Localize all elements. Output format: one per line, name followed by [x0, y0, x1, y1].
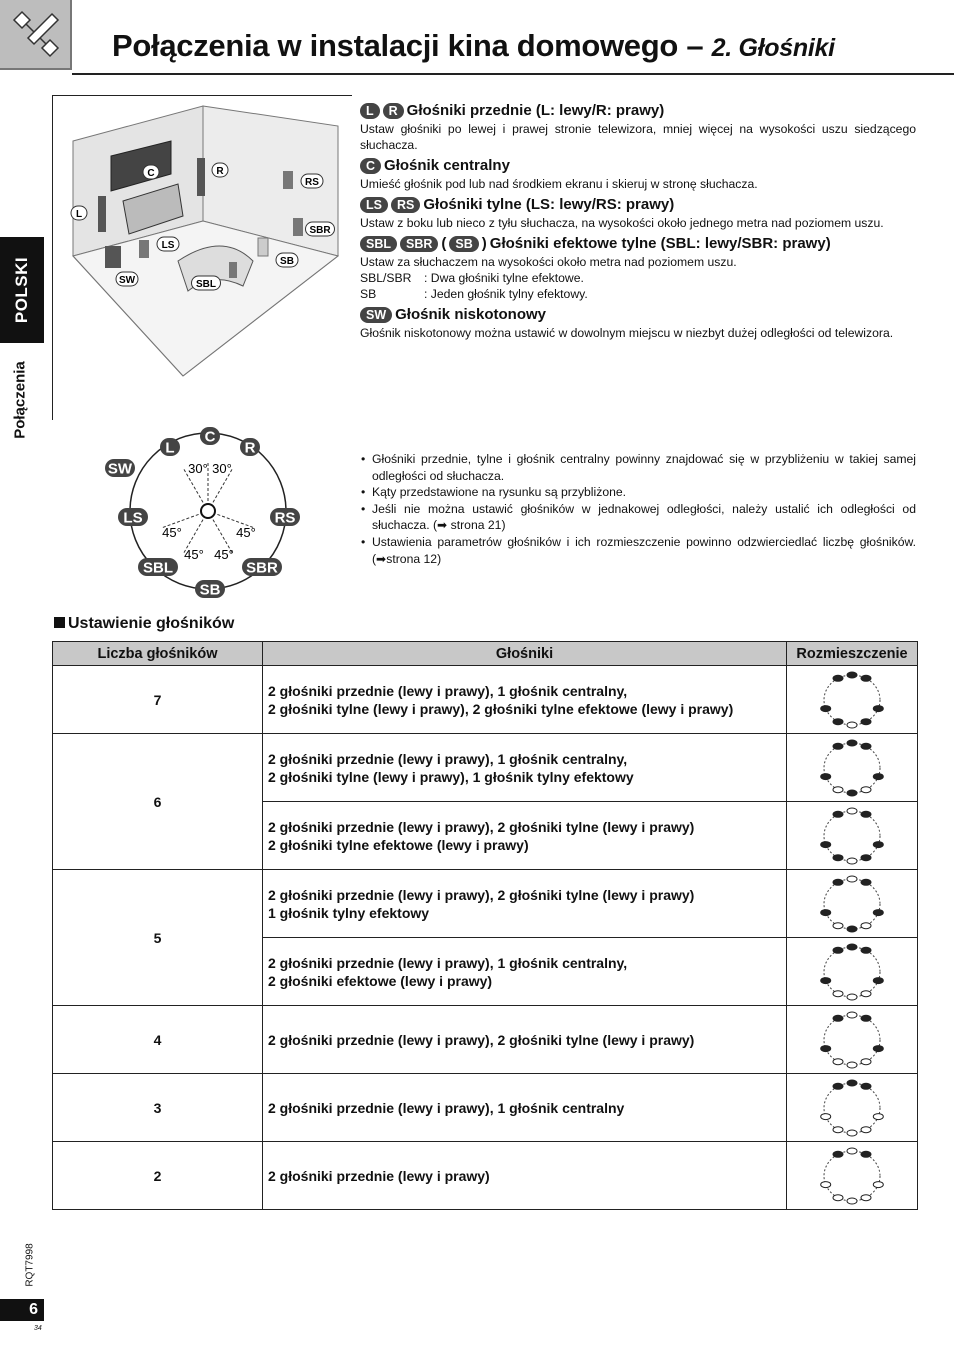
- speaker-badge: L: [360, 103, 380, 119]
- model-number: RQT7998: [24, 1243, 36, 1287]
- room-label: SBL: [196, 279, 216, 290]
- arrangement-diagram: [819, 941, 885, 1003]
- desc-section: [360, 101, 916, 153]
- speaker-dot: [861, 1194, 871, 1200]
- arrangement-diagram: [819, 669, 885, 731]
- speaker-dot: [861, 947, 871, 953]
- desc-section: [360, 234, 916, 302]
- room-label: C: [147, 168, 155, 179]
- speaker-dot: [833, 879, 843, 885]
- speaker-dot: [833, 718, 843, 724]
- speaker-dot: [833, 743, 843, 749]
- speaker-dot: [861, 990, 871, 996]
- speaker-dot: [861, 718, 871, 724]
- table-row: [53, 666, 918, 734]
- speaker-dot: [821, 773, 831, 779]
- speaker-count: 7: [53, 666, 263, 734]
- speaker-dot: [847, 672, 857, 678]
- listener-icon: [201, 504, 215, 518]
- note-item: • Głośniki przednie, tylne i głośnik centralny powinny znajdować się w przybliżeniu w takiej samej odległości od słuchacza.: [360, 451, 916, 484]
- speaker-dot: [861, 786, 871, 792]
- speaker-dot: [873, 705, 883, 711]
- speaker-description: 2 głośniki przednie (lewy i prawy), 1 głośnik centralny: [263, 1074, 787, 1142]
- speaker-dot: [847, 1148, 857, 1154]
- page-title: Połączenia w instalacji kina domowego – 2. Głośniki: [112, 28, 835, 63]
- speaker-dot: [833, 947, 843, 953]
- speaker-dot: [833, 1015, 843, 1021]
- tools-icon: [0, 0, 72, 70]
- speaker-dot: [847, 722, 857, 728]
- speaker-description: 2 głośniki przednie (lewy i prawy), 1 głośnik centralny, 2 głośniki tylne (lewy i prawy), 1 głośnik tylny efektowy: [263, 734, 787, 802]
- table-row: [53, 870, 918, 938]
- speaker-count: 2: [53, 1142, 263, 1210]
- title-divider: [72, 73, 954, 75]
- page-subtitle: 2. Głośniki: [711, 34, 835, 62]
- speaker-dot: [833, 1126, 843, 1132]
- desc-section: [360, 305, 916, 341]
- speaker-dot: [873, 773, 883, 779]
- speaker-dot: [833, 811, 843, 817]
- arrangement-cell: [787, 1074, 918, 1142]
- speaker-dot: [861, 675, 871, 681]
- desc-text: Umieść głośnik pod lub nad środkiem ekranu i skieruj w stronę słuchacza.: [360, 177, 758, 191]
- speaker-badge: SBR: [400, 236, 438, 252]
- speaker-dot: [833, 1194, 843, 1200]
- angle-label: SB: [199, 581, 221, 599]
- angle-value: 30°: [188, 461, 208, 476]
- notes-list: [360, 451, 916, 567]
- room-label: RS: [305, 177, 319, 188]
- speaker-dot: [821, 705, 831, 711]
- room-illustration: [52, 95, 352, 420]
- arrangement-diagram: [819, 873, 885, 935]
- speaker-dot: [861, 1058, 871, 1064]
- speaker-dot: [861, 922, 871, 928]
- col-speakers: Głośniki: [263, 642, 787, 666]
- arrangement-diagram: [819, 1145, 885, 1207]
- angle-label: R: [244, 439, 256, 457]
- speaker-dot: [847, 740, 857, 746]
- desc-section: [360, 195, 916, 231]
- speaker-description: 2 głośniki przednie (lewy i prawy), 2 głośniki tylne (lewy i prawy) 1 głośnik tylny efektowy: [263, 870, 787, 938]
- angle-label: C: [204, 428, 216, 446]
- angle-value: 45°: [184, 547, 204, 562]
- speaker-count: 6: [53, 734, 263, 870]
- speaker-description: 2 głośniki przednie (lewy i prawy), 2 głośniki tylne (lewy i prawy) 2 głośniki tylne efektowe (lewy i prawy): [263, 802, 787, 870]
- arrangement-cell: [787, 1006, 918, 1074]
- desc-heading: SBL SBR ( SB ) Głośniki efektowe tylne (SBL: lewy/SBR: prawy): [360, 234, 916, 254]
- speaker-dot: [847, 1012, 857, 1018]
- speaker-badge: R: [383, 103, 404, 119]
- speaker-dot: [833, 786, 843, 792]
- speaker-description: 2 głośniki przednie (lewy i prawy): [263, 1142, 787, 1210]
- speaker-dot: [821, 1181, 831, 1187]
- definition-row: SBL/SBR : Dwa głośniki tylne efektowe.: [360, 271, 584, 285]
- speaker-dot: [833, 990, 843, 996]
- speaker-badge: C: [360, 158, 381, 174]
- angle-label: RS: [274, 509, 296, 527]
- speaker-dot: [861, 1015, 871, 1021]
- speaker-dot: [833, 922, 843, 928]
- angle-value: 45°: [162, 525, 182, 540]
- sheet-number: 34: [34, 1325, 42, 1332]
- desc-heading: C Głośnik centralny: [360, 156, 916, 176]
- angle-label: SBR: [246, 559, 278, 577]
- speaker-dot: [833, 1083, 843, 1089]
- arrangement-diagram: [819, 1009, 885, 1071]
- speaker-dot: [821, 1045, 831, 1051]
- speaker-dot: [861, 1126, 871, 1132]
- speaker-dot: [821, 1113, 831, 1119]
- arrangement-diagram: [819, 1077, 885, 1139]
- speaker-dot: [847, 1080, 857, 1086]
- page-number: 6: [0, 1299, 44, 1321]
- speaker-descriptions: [360, 101, 916, 344]
- arrangement-cell: [787, 1142, 918, 1210]
- speaker-dot: [833, 854, 843, 860]
- speaker-dot: [833, 1058, 843, 1064]
- speaker-count: 5: [53, 870, 263, 1006]
- room-label: SB: [280, 256, 294, 267]
- table-row: [53, 1142, 918, 1210]
- speaker-dot: [847, 1062, 857, 1068]
- speaker-dot: [861, 1151, 871, 1157]
- speaker-badge: SW: [360, 307, 392, 323]
- angle-value: 30°: [212, 461, 232, 476]
- table-row: [53, 1074, 918, 1142]
- speaker-dot: [847, 994, 857, 1000]
- section-side-label: Połączenia: [11, 361, 29, 439]
- table-row: [53, 734, 918, 802]
- angle-label: SW: [107, 460, 133, 478]
- room-label: SW: [118, 275, 136, 286]
- speaker-angle-diagram: [100, 425, 315, 600]
- speaker-dot: [873, 977, 883, 983]
- speaker-badge: RS: [391, 197, 420, 213]
- arrangement-cell: [787, 666, 918, 734]
- speaker-dot: [847, 808, 857, 814]
- desc-heading: SW Głośnik niskotonowy: [360, 305, 916, 325]
- desc-section: [360, 156, 916, 192]
- note-item: • Jeśli nie można ustawić głośników w jednakowej odległości, należy ustalić ich odległości od słuchacza. (➡ strona 21): [360, 501, 916, 534]
- speaker-dot: [873, 841, 883, 847]
- speaker-dot: [873, 1045, 883, 1051]
- arrangement-cell: [787, 870, 918, 938]
- speaker-dot: [833, 675, 843, 681]
- desc-heading: L R Głośniki przednie (L: lewy/R: prawy): [360, 101, 916, 121]
- speaker-dot: [821, 841, 831, 847]
- definition-row: SB : Jeden głośnik tylny efektowy.: [360, 287, 588, 301]
- desc-text: Ustaw za słuchaczem na wysokości około metra nad poziomem uszu.: [360, 255, 737, 269]
- speaker-dot: [873, 909, 883, 915]
- speaker-dot: [847, 944, 857, 950]
- speaker-count: 4: [53, 1006, 263, 1074]
- speaker-description: 2 głośniki przednie (lewy i prawy), 1 głośnik centralny, 2 głośniki tylne (lewy i prawy), 2 głośniki tylne efektowe (lewy i prawy): [263, 666, 787, 734]
- speaker-badge: SBL: [360, 236, 397, 252]
- table-row: [53, 1006, 918, 1074]
- room-label: L: [75, 209, 83, 220]
- col-count: Liczba głośników: [53, 642, 263, 666]
- speaker-badge: LS: [360, 197, 388, 213]
- speaker-dot: [847, 858, 857, 864]
- arrangement-cell: [787, 734, 918, 802]
- angle-value: 45°: [214, 547, 234, 562]
- speaker-dot: [873, 1181, 883, 1187]
- angle-label: L: [165, 439, 175, 457]
- speaker-dot: [861, 1083, 871, 1089]
- speaker-dot: [847, 1198, 857, 1204]
- speaker-dot: [873, 1113, 883, 1119]
- room-label: LS: [161, 240, 175, 251]
- desc-heading: LS RS Głośniki tylne (LS: lewy/RS: prawy): [360, 195, 916, 215]
- angle-label: SBL: [143, 559, 173, 577]
- speaker-dot: [847, 926, 857, 932]
- speaker-dot: [821, 909, 831, 915]
- note-item: • Ustawienia parametrów głośników i ich rozmieszczenie powinno odzwierciedlać liczbę głośników. (➡strona 12): [360, 534, 916, 567]
- speaker-count: 3: [53, 1074, 263, 1142]
- speaker-badge: SB: [449, 236, 478, 252]
- arrangement-cell: [787, 938, 918, 1006]
- speaker-description: 2 głośniki przednie (lewy i prawy), 1 głośnik centralny, 2 głośniki efektowe (lewy i prawy): [263, 938, 787, 1006]
- speaker-dot: [861, 811, 871, 817]
- speaker-dot: [847, 1130, 857, 1136]
- section-heading: Ustawienie głośników: [54, 615, 234, 633]
- speaker-dot: [847, 790, 857, 796]
- desc-text: Ustaw głośniki po lewej i prawej stronie telewizora, mniej więcej na wysokości uszu siedzącego słuchacza.: [360, 122, 916, 152]
- desc-text: Głośnik niskotonowy można ustawić w dowolnym miejscu w niezbyt dużej odległości od telewizora.: [360, 326, 894, 340]
- angle-label: LS: [123, 509, 143, 527]
- arrangement-diagram: [819, 805, 885, 867]
- speaker-description: 2 głośniki przednie (lewy i prawy), 2 głośniki tylne (lewy i prawy): [263, 1006, 787, 1074]
- speaker-dot: [861, 879, 871, 885]
- room-label: R: [216, 166, 224, 177]
- desc-text: Ustaw z boku lub nieco z tyłu słuchacza, na wysokości około jednego metra nad poziomem uszu.: [360, 216, 884, 230]
- arrangement-diagram: [819, 737, 885, 799]
- col-layout: Rozmieszczenie: [787, 642, 918, 666]
- speaker-dot: [833, 1151, 843, 1157]
- speaker-table: [52, 641, 918, 1210]
- note-item: • Kąty przedstawione na rysunku są przybliżone.: [360, 484, 916, 501]
- speaker-dot: [861, 743, 871, 749]
- arrangement-cell: [787, 802, 918, 870]
- room-label: SBR: [309, 225, 331, 236]
- speaker-dot: [861, 854, 871, 860]
- angle-value: 45°: [236, 525, 256, 540]
- language-tab: POLSKI: [0, 237, 44, 343]
- speaker-dot: [821, 977, 831, 983]
- speaker-dot: [847, 876, 857, 882]
